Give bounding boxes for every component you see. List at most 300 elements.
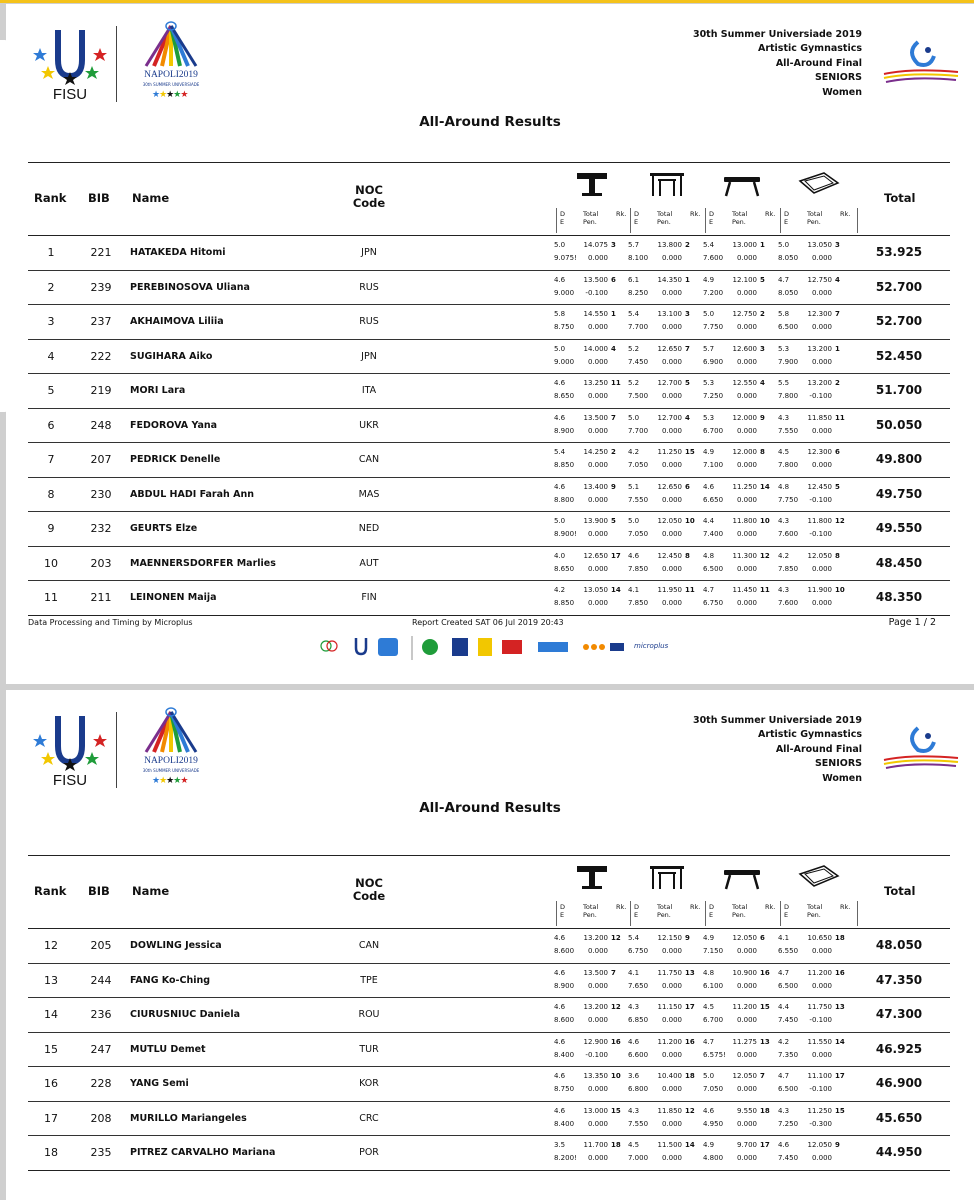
apparatus-score xyxy=(554,550,626,578)
d-score: 4.3 xyxy=(778,586,790,594)
total-score: 53.925 xyxy=(875,245,923,259)
total-score-app: 12.600 xyxy=(732,344,757,353)
e-score: 8.650 xyxy=(554,564,575,573)
total-score-app: 11.500 xyxy=(657,1141,682,1149)
apparatus-rank: 5 xyxy=(835,482,840,491)
apparatus-score xyxy=(778,274,850,302)
apparatus-rank: 13 xyxy=(760,1037,770,1046)
total-score-app: 12.650 xyxy=(657,344,682,353)
apparatus-rank: 3 xyxy=(760,344,765,353)
total-score-app: 12.450 xyxy=(807,482,832,491)
e-score: 7.900 xyxy=(778,357,799,366)
apparatus-score xyxy=(554,1139,626,1167)
sub-rk: Rk. xyxy=(840,210,851,218)
apparatus-score xyxy=(703,1001,775,1029)
sub-total: Total xyxy=(807,903,823,911)
apparatus-rank: 1 xyxy=(835,344,840,353)
gymnastics-pictogram xyxy=(882,38,960,86)
apparatus-score xyxy=(703,308,775,336)
total-score-app: 11.150 xyxy=(657,1003,682,1011)
napoli-2019-logo xyxy=(130,706,212,790)
noc-code: UKR xyxy=(359,419,379,431)
penalty: 0.000 xyxy=(736,426,757,435)
sub-pen: Pen. xyxy=(657,218,671,226)
e-score: 6.650 xyxy=(703,495,724,504)
d-score: 4.8 xyxy=(703,551,715,560)
penalty: 0.000 xyxy=(587,947,608,955)
e-score: 6.100 xyxy=(703,981,724,990)
apparatus-rank: 15 xyxy=(611,1106,621,1115)
d-score: 4.0 xyxy=(554,551,566,560)
e-score: 6.550 xyxy=(778,947,799,955)
napoli-stars: ★★★★★ xyxy=(152,90,188,100)
e-score: 8.100 xyxy=(628,254,649,262)
d-score: 4.8 xyxy=(703,968,715,977)
penalty: 0.000 xyxy=(587,392,608,400)
apparatus-rank: 7 xyxy=(611,968,616,977)
d-score: 4.9 xyxy=(703,1141,715,1149)
apparatus-score xyxy=(703,274,775,302)
apparatus-score xyxy=(778,377,850,405)
total-score-app: 13.050 xyxy=(583,586,608,594)
total-score-app: 14.350 xyxy=(657,275,682,284)
total-score: 46.900 xyxy=(875,1076,923,1090)
e-score: 7.250 xyxy=(778,1119,799,1128)
apparatus-score xyxy=(554,239,626,267)
apparatus-rank: 1 xyxy=(611,310,616,318)
d-score: 5.0 xyxy=(703,1072,715,1080)
athlete-name: ABDUL HADI Farah Ann xyxy=(130,488,254,500)
penalty: 0.000 xyxy=(587,564,608,573)
bars-subheader xyxy=(630,901,703,926)
total-score: 49.800 xyxy=(875,452,923,466)
sub-total: Total xyxy=(807,210,823,218)
bib-cell: 247 xyxy=(90,1042,112,1056)
bib-cell: 208 xyxy=(90,1111,112,1125)
total-score-app: 11.700 xyxy=(583,1141,608,1149)
col-noc-line1: NOC xyxy=(355,183,383,197)
bib-cell: 211 xyxy=(90,591,112,604)
apparatus-score xyxy=(703,446,775,474)
e-score: 7.850 xyxy=(628,564,649,573)
e-score: 8.900 xyxy=(554,426,575,435)
penalty: 0.000 xyxy=(587,495,608,504)
sub-e: E xyxy=(634,218,639,226)
total-score-app: 13.900 xyxy=(583,517,608,525)
e-score: 6.500 xyxy=(778,1085,799,1093)
apparatus-rank: 1 xyxy=(685,275,690,284)
d-score: 4.7 xyxy=(703,1037,715,1046)
sub-pen: Pen. xyxy=(657,911,671,919)
d-score: 4.6 xyxy=(554,934,566,942)
bib-cell: 248 xyxy=(90,418,112,432)
penalty: -0.100 xyxy=(809,1016,832,1024)
noc-code: TPE xyxy=(360,974,378,986)
rank-cell: 1 xyxy=(47,246,55,259)
total-score-app: 13.200 xyxy=(583,934,608,942)
athlete-name: MAENNERSDORFER Marlies xyxy=(130,557,276,569)
apparatus-rank: 16 xyxy=(760,968,770,977)
total-score-app: 13.000 xyxy=(732,241,757,249)
apparatus-rank: 4 xyxy=(611,344,616,353)
total-score-app: 11.450 xyxy=(732,586,757,594)
apparatus-score xyxy=(778,515,850,543)
apparatus-score xyxy=(554,446,626,474)
penalty: 0.000 xyxy=(587,1119,608,1128)
apparatus-rank: 3 xyxy=(685,310,690,318)
col-name: Name xyxy=(132,884,170,898)
apparatus-rank: 8 xyxy=(685,551,690,560)
total-score-app: 10.900 xyxy=(732,968,757,977)
e-score: 7.850 xyxy=(628,599,649,607)
table-row xyxy=(28,1136,950,1170)
apparatus-score xyxy=(703,1105,775,1133)
d-score: 4.6 xyxy=(554,1037,566,1046)
athlete-name: GEURTS Elze xyxy=(130,523,198,534)
e-score: 7.400 xyxy=(703,530,724,538)
col-noc-line2: Code xyxy=(352,889,386,903)
table-row xyxy=(28,236,950,271)
d-score: 5.2 xyxy=(628,379,640,387)
table-row xyxy=(28,374,950,409)
apparatus-score xyxy=(554,412,626,440)
apparatus-rank: 15 xyxy=(760,1003,770,1011)
athlete-name: PITREZ CARVALHO Mariana xyxy=(130,1147,276,1158)
apparatus-rank: 11 xyxy=(835,413,845,422)
penalty: 0.000 xyxy=(736,323,757,331)
col-total: Total xyxy=(884,191,916,205)
total-score-app: 14.000 xyxy=(583,344,608,353)
d-score: 5.7 xyxy=(628,241,640,249)
bib-cell: 219 xyxy=(90,384,112,397)
apparatus-score xyxy=(703,343,775,371)
e-score: 7.000 xyxy=(628,1154,649,1162)
apparatus-rank: 4 xyxy=(685,413,690,422)
total-score: 48.350 xyxy=(875,590,923,604)
total-score-app: 13.500 xyxy=(583,968,608,977)
apparatus-score xyxy=(778,932,850,960)
penalty: 0.000 xyxy=(811,426,832,435)
total-score-app: 11.900 xyxy=(807,586,832,594)
apparatus-score xyxy=(554,481,626,509)
col-noc xyxy=(330,877,408,903)
total-score-app: 11.850 xyxy=(657,1106,682,1115)
apparatus-score xyxy=(703,550,775,578)
e-score: 7.750 xyxy=(703,323,724,331)
total-score-app: 14.550 xyxy=(583,310,608,318)
apparatus-score xyxy=(554,584,626,612)
sub-d: D xyxy=(560,210,566,218)
penalty: 0.000 xyxy=(661,530,682,538)
total-score-app: 13.100 xyxy=(657,310,682,318)
e-score: 7.450 xyxy=(778,1016,799,1024)
sub-e: E xyxy=(784,911,789,919)
d-score: 4.6 xyxy=(554,1003,566,1011)
apparatus-score xyxy=(778,1139,850,1167)
table-row xyxy=(28,271,950,306)
sub-total: Total xyxy=(583,903,599,911)
apparatus-score xyxy=(628,1139,700,1167)
penalty: 0.000 xyxy=(661,426,682,435)
penalty: 0.000 xyxy=(736,1085,757,1093)
event-line: All-Around Final xyxy=(775,743,862,755)
apparatus-score xyxy=(628,1036,700,1064)
apparatus-score xyxy=(554,1001,626,1029)
e-score: 6.500 xyxy=(703,564,724,573)
total-score-app: 13.250 xyxy=(583,379,608,387)
apparatus-score xyxy=(628,932,700,960)
sub-e: E xyxy=(709,218,714,226)
table-row xyxy=(28,409,950,444)
e-score: 7.350 xyxy=(778,1050,799,1059)
e-score: 6.500 xyxy=(778,323,799,331)
d-score: 4.3 xyxy=(778,1106,790,1115)
apparatus-score xyxy=(628,1105,700,1133)
e-score: 6.750 xyxy=(703,599,724,607)
e-score: 7.650 xyxy=(628,981,649,990)
apparatus-score xyxy=(628,481,700,509)
e-score: 6.575! xyxy=(703,1050,726,1059)
total-score-app: 13.000 xyxy=(583,1106,608,1115)
bib-cell: 235 xyxy=(90,1146,112,1159)
e-score: 8.750 xyxy=(554,1085,575,1093)
apparatus-rank: 2 xyxy=(685,241,690,249)
penalty: 0.000 xyxy=(811,461,832,469)
bib-cell: 244 xyxy=(90,973,112,987)
d-score: 4.8 xyxy=(778,482,790,491)
d-score: 4.6 xyxy=(554,413,566,422)
noc-code: TUR xyxy=(359,1043,379,1055)
apparatus-score xyxy=(628,239,700,267)
d-score: 4.6 xyxy=(628,551,640,560)
sub-rk: Rk. xyxy=(690,903,701,911)
footer-timing: Data Processing and Timing by Microplus xyxy=(28,618,193,627)
sub-pen: Pen. xyxy=(583,218,597,226)
apparatus-rank: 18 xyxy=(835,934,845,942)
d-score: 5.0 xyxy=(703,310,715,318)
d-score: 4.1 xyxy=(628,968,640,977)
d-score: 4.7 xyxy=(703,586,715,594)
event-header xyxy=(693,714,862,786)
athlete-name: MORI Lara xyxy=(130,385,186,396)
rank-cell: 5 xyxy=(47,384,55,397)
uneven-bars-icon xyxy=(648,862,686,896)
table-row xyxy=(28,1102,950,1137)
apparatus-rank: 18 xyxy=(760,1106,770,1115)
penalty: 0.000 xyxy=(661,357,682,366)
noc-code: RUS xyxy=(359,281,379,293)
penalty: -0.100 xyxy=(809,1085,832,1093)
total-score-app: 12.000 xyxy=(732,448,757,456)
sub-rk: Rk. xyxy=(690,210,701,218)
sub-total: Total xyxy=(732,903,748,911)
apparatus-rank: 4 xyxy=(835,275,840,284)
bib-cell: 230 xyxy=(90,487,112,501)
total-score-app: 12.650 xyxy=(657,482,682,491)
fisu-logo xyxy=(30,710,110,790)
total-score-app: 13.200 xyxy=(583,1003,608,1011)
rank-cell: 15 xyxy=(44,1042,58,1056)
d-score: 4.2 xyxy=(778,551,790,560)
e-score: 8.850 xyxy=(554,599,575,607)
apparatus-rank: 6 xyxy=(760,934,765,942)
apparatus-score xyxy=(778,1105,850,1133)
total-score-app: 12.750 xyxy=(732,310,757,318)
e-score: 8.050 xyxy=(778,254,799,262)
event-line: Artistic Gymnastics xyxy=(757,43,862,55)
penalty: 0.000 xyxy=(587,1085,608,1093)
penalty: 0.000 xyxy=(587,426,608,435)
total-score: 48.050 xyxy=(875,938,923,952)
sub-total: Total xyxy=(657,210,673,218)
vault-subheader xyxy=(556,208,629,233)
total-score-app: 10.400 xyxy=(657,1072,682,1080)
total-score-app: 14.075 xyxy=(583,241,608,249)
total-score-app: 12.300 xyxy=(807,310,832,318)
col-noc-line2: Code xyxy=(352,196,386,210)
apparatus-rank: 17 xyxy=(685,1003,695,1011)
total-score-app: 11.750 xyxy=(657,968,682,977)
apparatus-score xyxy=(628,584,700,612)
table-row xyxy=(28,340,950,375)
penalty: 0.000 xyxy=(736,1016,757,1024)
sub-rk: Rk. xyxy=(765,903,776,911)
total-score-app: 10.650 xyxy=(807,934,832,942)
apparatus-score xyxy=(554,967,626,995)
penalty: 0.000 xyxy=(661,1016,682,1024)
page-title: All-Around Results xyxy=(419,800,561,816)
e-score: 7.600 xyxy=(778,530,799,538)
apparatus-rank: 6 xyxy=(835,448,840,456)
d-score: 4.1 xyxy=(628,586,640,594)
apparatus-score xyxy=(703,239,775,267)
penalty: 0.000 xyxy=(587,357,608,366)
apparatus-score xyxy=(703,1070,775,1098)
apparatus-rank: 16 xyxy=(835,968,845,977)
noc-code: KOR xyxy=(359,1078,379,1089)
d-score: 5.4 xyxy=(628,310,640,318)
e-score: 7.050 xyxy=(628,530,649,538)
total-score: 52.700 xyxy=(875,314,923,328)
total-score-app: 13.800 xyxy=(657,241,682,249)
fisu-logo xyxy=(30,24,110,104)
sub-total: Total xyxy=(657,903,673,911)
penalty: 0.000 xyxy=(587,599,608,607)
apparatus-rank: 5 xyxy=(611,517,616,525)
e-score: 7.550 xyxy=(778,426,799,435)
d-score: 4.6 xyxy=(554,1072,566,1080)
d-score: 5.4 xyxy=(703,241,715,249)
penalty: -0.100 xyxy=(585,1050,608,1059)
vault-icon xyxy=(574,169,610,203)
apparatus-rank: 13 xyxy=(835,1003,845,1011)
e-score: 7.050 xyxy=(628,461,649,469)
rank-cell: 8 xyxy=(47,487,55,501)
e-score: 6.500 xyxy=(778,981,799,990)
penalty: 0.000 xyxy=(811,599,832,607)
apparatus-score xyxy=(628,1001,700,1029)
d-score: 5.8 xyxy=(778,310,790,318)
napoli-stars: ★★★★★ xyxy=(152,776,188,786)
results-table xyxy=(28,855,950,1171)
col-noc xyxy=(330,184,408,210)
e-score: 7.550 xyxy=(628,495,649,504)
total-score-app: 11.250 xyxy=(807,1106,832,1115)
table-header xyxy=(28,163,950,236)
total-score: 48.450 xyxy=(875,555,923,570)
logo-separator xyxy=(116,712,117,788)
noc-code: MAS xyxy=(358,488,380,500)
sub-d: D xyxy=(709,210,715,218)
apparatus-rank: 5 xyxy=(685,379,690,387)
rank-cell: 18 xyxy=(44,1146,58,1159)
apparatus-rank: 15 xyxy=(685,448,695,456)
total-score-app: 13.350 xyxy=(583,1072,608,1080)
d-score: 6.1 xyxy=(628,275,640,284)
apparatus-score xyxy=(554,932,626,960)
total-score-app: 13.500 xyxy=(583,413,608,422)
d-score: 4.6 xyxy=(703,1106,715,1115)
penalty: 0.000 xyxy=(661,495,682,504)
apparatus-score xyxy=(703,1139,775,1167)
top-accent-bar xyxy=(0,0,974,3)
penalty: 0.000 xyxy=(811,323,832,331)
d-score: 4.6 xyxy=(703,482,715,491)
total-score-app: 14.250 xyxy=(583,448,608,456)
bib-cell: 222 xyxy=(90,349,112,363)
total-score-app: 11.800 xyxy=(732,517,757,525)
d-score: 4.9 xyxy=(703,275,715,284)
floor-icon xyxy=(796,862,842,896)
e-score: 4.950 xyxy=(703,1119,724,1128)
e-score: 6.800 xyxy=(628,1085,649,1093)
rank-cell: 10 xyxy=(44,556,58,570)
noc-code: CAN xyxy=(358,940,380,951)
event-line: 30th Summer Universiade 2019 xyxy=(692,715,862,726)
d-score: 4.6 xyxy=(554,482,566,491)
noc-code: JPN xyxy=(361,350,377,362)
rank-cell: 17 xyxy=(44,1111,58,1125)
apparatus-rank: 10 xyxy=(611,1072,621,1080)
sub-pen: Pen. xyxy=(732,218,746,226)
total-score: 45.650 xyxy=(875,1110,923,1125)
penalty: 0.000 xyxy=(736,599,757,607)
apparatus-rank: 6 xyxy=(685,482,690,491)
apparatus-rank: 9 xyxy=(611,482,616,491)
total-score-app: 11.950 xyxy=(657,586,682,594)
d-score: 4.1 xyxy=(778,934,790,942)
apparatus-score xyxy=(554,1105,626,1133)
bib-cell: 205 xyxy=(90,939,112,952)
total-score-app: 13.200 xyxy=(807,379,832,387)
d-score: 4.2 xyxy=(628,448,640,456)
d-score: 5.0 xyxy=(554,344,566,353)
bib-cell: 237 xyxy=(90,315,112,328)
sub-pen: Pen. xyxy=(732,911,746,919)
penalty: 0.000 xyxy=(736,947,757,955)
total-score-app: 13.400 xyxy=(583,482,608,491)
e-score: 9.000 xyxy=(554,288,575,297)
penalty: 0.000 xyxy=(736,461,757,469)
e-score: 7.600 xyxy=(778,599,799,607)
total-score-app: 11.300 xyxy=(732,551,757,560)
apparatus-rank: 16 xyxy=(611,1037,621,1046)
e-score: 6.750 xyxy=(628,947,649,955)
sub-pen: Pen. xyxy=(807,911,821,919)
d-score: 4.6 xyxy=(554,379,566,387)
table-header xyxy=(28,856,950,929)
total-score-app: 12.000 xyxy=(732,413,757,422)
